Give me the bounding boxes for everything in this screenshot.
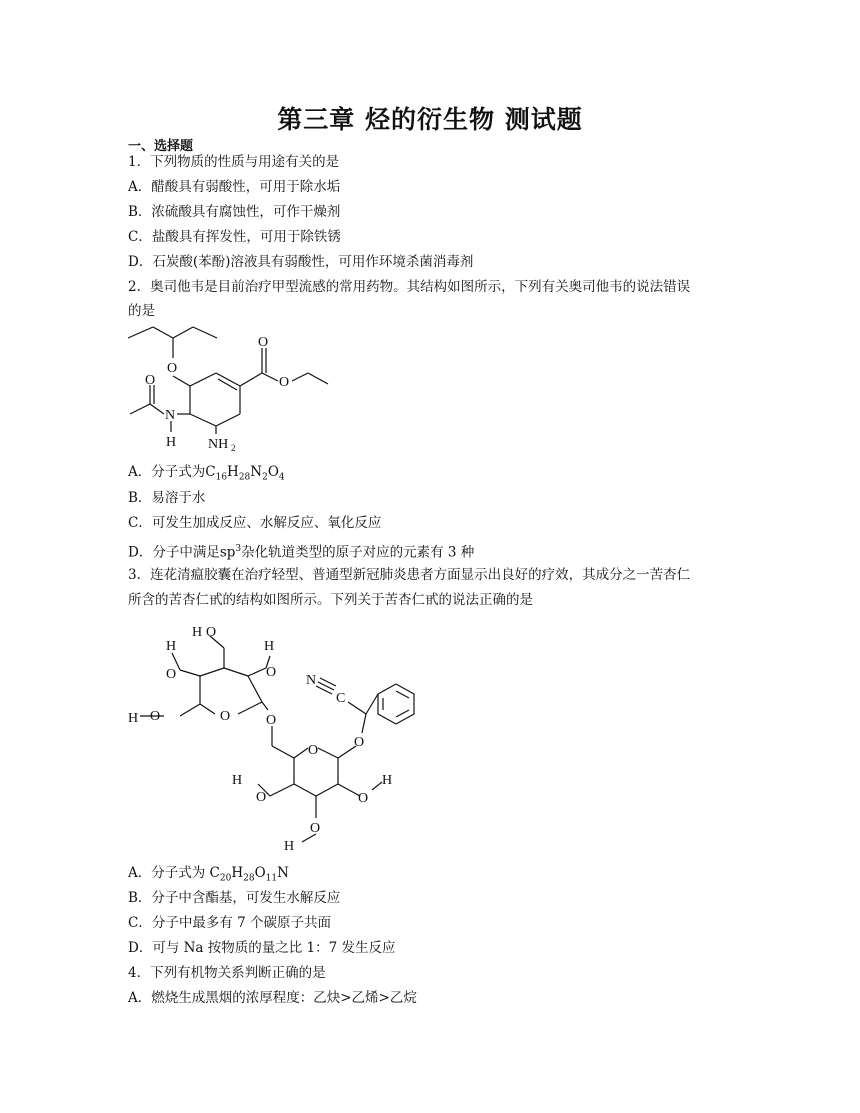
q3-stem-line2: 所含的苦杏仁甙的结构如图所示。下列关于苦杏仁甙的说法正确的是 [128,592,533,608]
q3-option-c: C．分子中最多有 7 个碳原子共面 [128,915,332,931]
q1-option-c: C．盐酸具有挥发性，可用于除铁锈 [128,229,341,245]
q3-mol-atom-o: O [354,735,365,750]
q2-option-a [128,463,285,487]
subscript: 16 [215,472,228,483]
q2-stem-line1: 2．奥司他韦是目前治疗甲型流感的常用药物。其结构如图所示，下列有关奥司他韦的说法错误 [128,279,691,295]
q3-mol-atom-o: O [150,709,161,724]
q3-mol-atom-h: H [166,639,177,654]
formula-o: O [254,865,266,881]
q4-stem: 4．下列有机物关系判断正确的是 [128,965,326,981]
q3-mol-atom-o: O [266,665,277,680]
q2-mol-atom-o: O [167,361,178,376]
q2-option-b: B．易溶于水 [128,490,206,506]
q3-option-a-text: A．分子式为 C [128,865,220,881]
q3-mol-atom-n: N [306,673,317,688]
section-heading: 一、选择题 [128,139,194,154]
formula-n: N [250,464,263,480]
q3-mol-atom-o: O [206,625,217,640]
q3-mol-atom-o: O [256,790,267,805]
q3-stem-line1: 3．连花清瘟胶囊在治疗轻型、普通型新冠肺炎患者方面显示出良好的疗效，其成分之一苦杏仁 [128,567,691,583]
formula-n: N [277,865,289,881]
q2-mol-amine-subscript: 2 [231,443,236,453]
q3-mol-atom-o: O [266,713,277,728]
q3-option-d: D．可与 Na 按物质的量之比 1：7 发生反应 [128,940,396,956]
subscript: 11 [265,873,278,884]
q2-mol-atom-o: O [279,375,290,390]
subscript: 4 [278,472,285,483]
page-title: 第三章 烃的衍生物 测试题 [277,105,583,134]
subscript: 20 [219,873,232,884]
q2-mol-atom-n: N [165,408,176,423]
q3-mol-atom-h: H [264,639,275,654]
q3-mol-atom-o: O [310,821,321,836]
q3-mol-atom-o: O [166,667,177,682]
formula-o: O [267,464,279,480]
q2-stem-line2: 的是 [128,303,155,319]
q1-option-a: A．醋酸具有弱酸性，可用于除水垢 [128,179,341,195]
q3-option-b: B．分子中含酯基，可发生水解反应 [128,890,341,906]
q3-mol-atom-h: H [382,773,393,788]
q3-mol-atom-h: H [284,839,295,854]
q3-mol-atom-h: H [128,711,139,726]
formula-h: H [231,865,244,881]
q2-option-d [128,540,474,562]
superscript: 3 [235,544,242,554]
subscript: 28 [238,472,251,483]
q3-mol-atom-c: C [336,691,346,706]
subscript: 2 [262,472,268,483]
subscript: 28 [243,873,255,884]
amygdalin-structure [120,618,440,858]
q2-mol-amine-label: NH [208,437,229,452]
q3-mol-atom-o: O [220,709,231,724]
q3-mol-atom-o: O [308,743,319,758]
q4-option-a: A．燃烧生成黑烟的浓厚程度：乙炔>乙烯>乙烷 [128,990,417,1006]
q3-mol-atom-o: O [358,791,369,806]
formula-h: H [227,464,239,480]
q1-stem: 1．下列物质的性质与用途有关的是 [128,154,340,170]
q3-option-a [128,864,289,888]
q3-mol-atom-h: H [232,773,243,788]
q2-option-a-text: A．分子式为C [128,464,216,480]
q3-mol-atom-h: H [192,625,203,640]
q1-option-b: B．浓硫酸具有腐蚀性，可作干燥剂 [128,204,341,220]
q2-option-d-suffix: 杂化轨道类型的原子对应的元素有 3 种 [241,544,475,561]
q1-option-d: D．石炭酸(苯酚)溶液具有弱酸性，可用作环境杀菌消毒剂 [128,254,474,270]
q2-mol-atom-o: O [258,335,269,350]
q2-mol-atom-o: O [145,373,156,388]
q2-option-c: C．可发生加成反应、水解反应、氧化反应 [128,515,382,531]
q2-option-d-text: D．分子中满足sp [128,544,236,561]
q2-mol-atom-h: H [166,435,177,450]
oseltamivir-structure [120,318,340,458]
